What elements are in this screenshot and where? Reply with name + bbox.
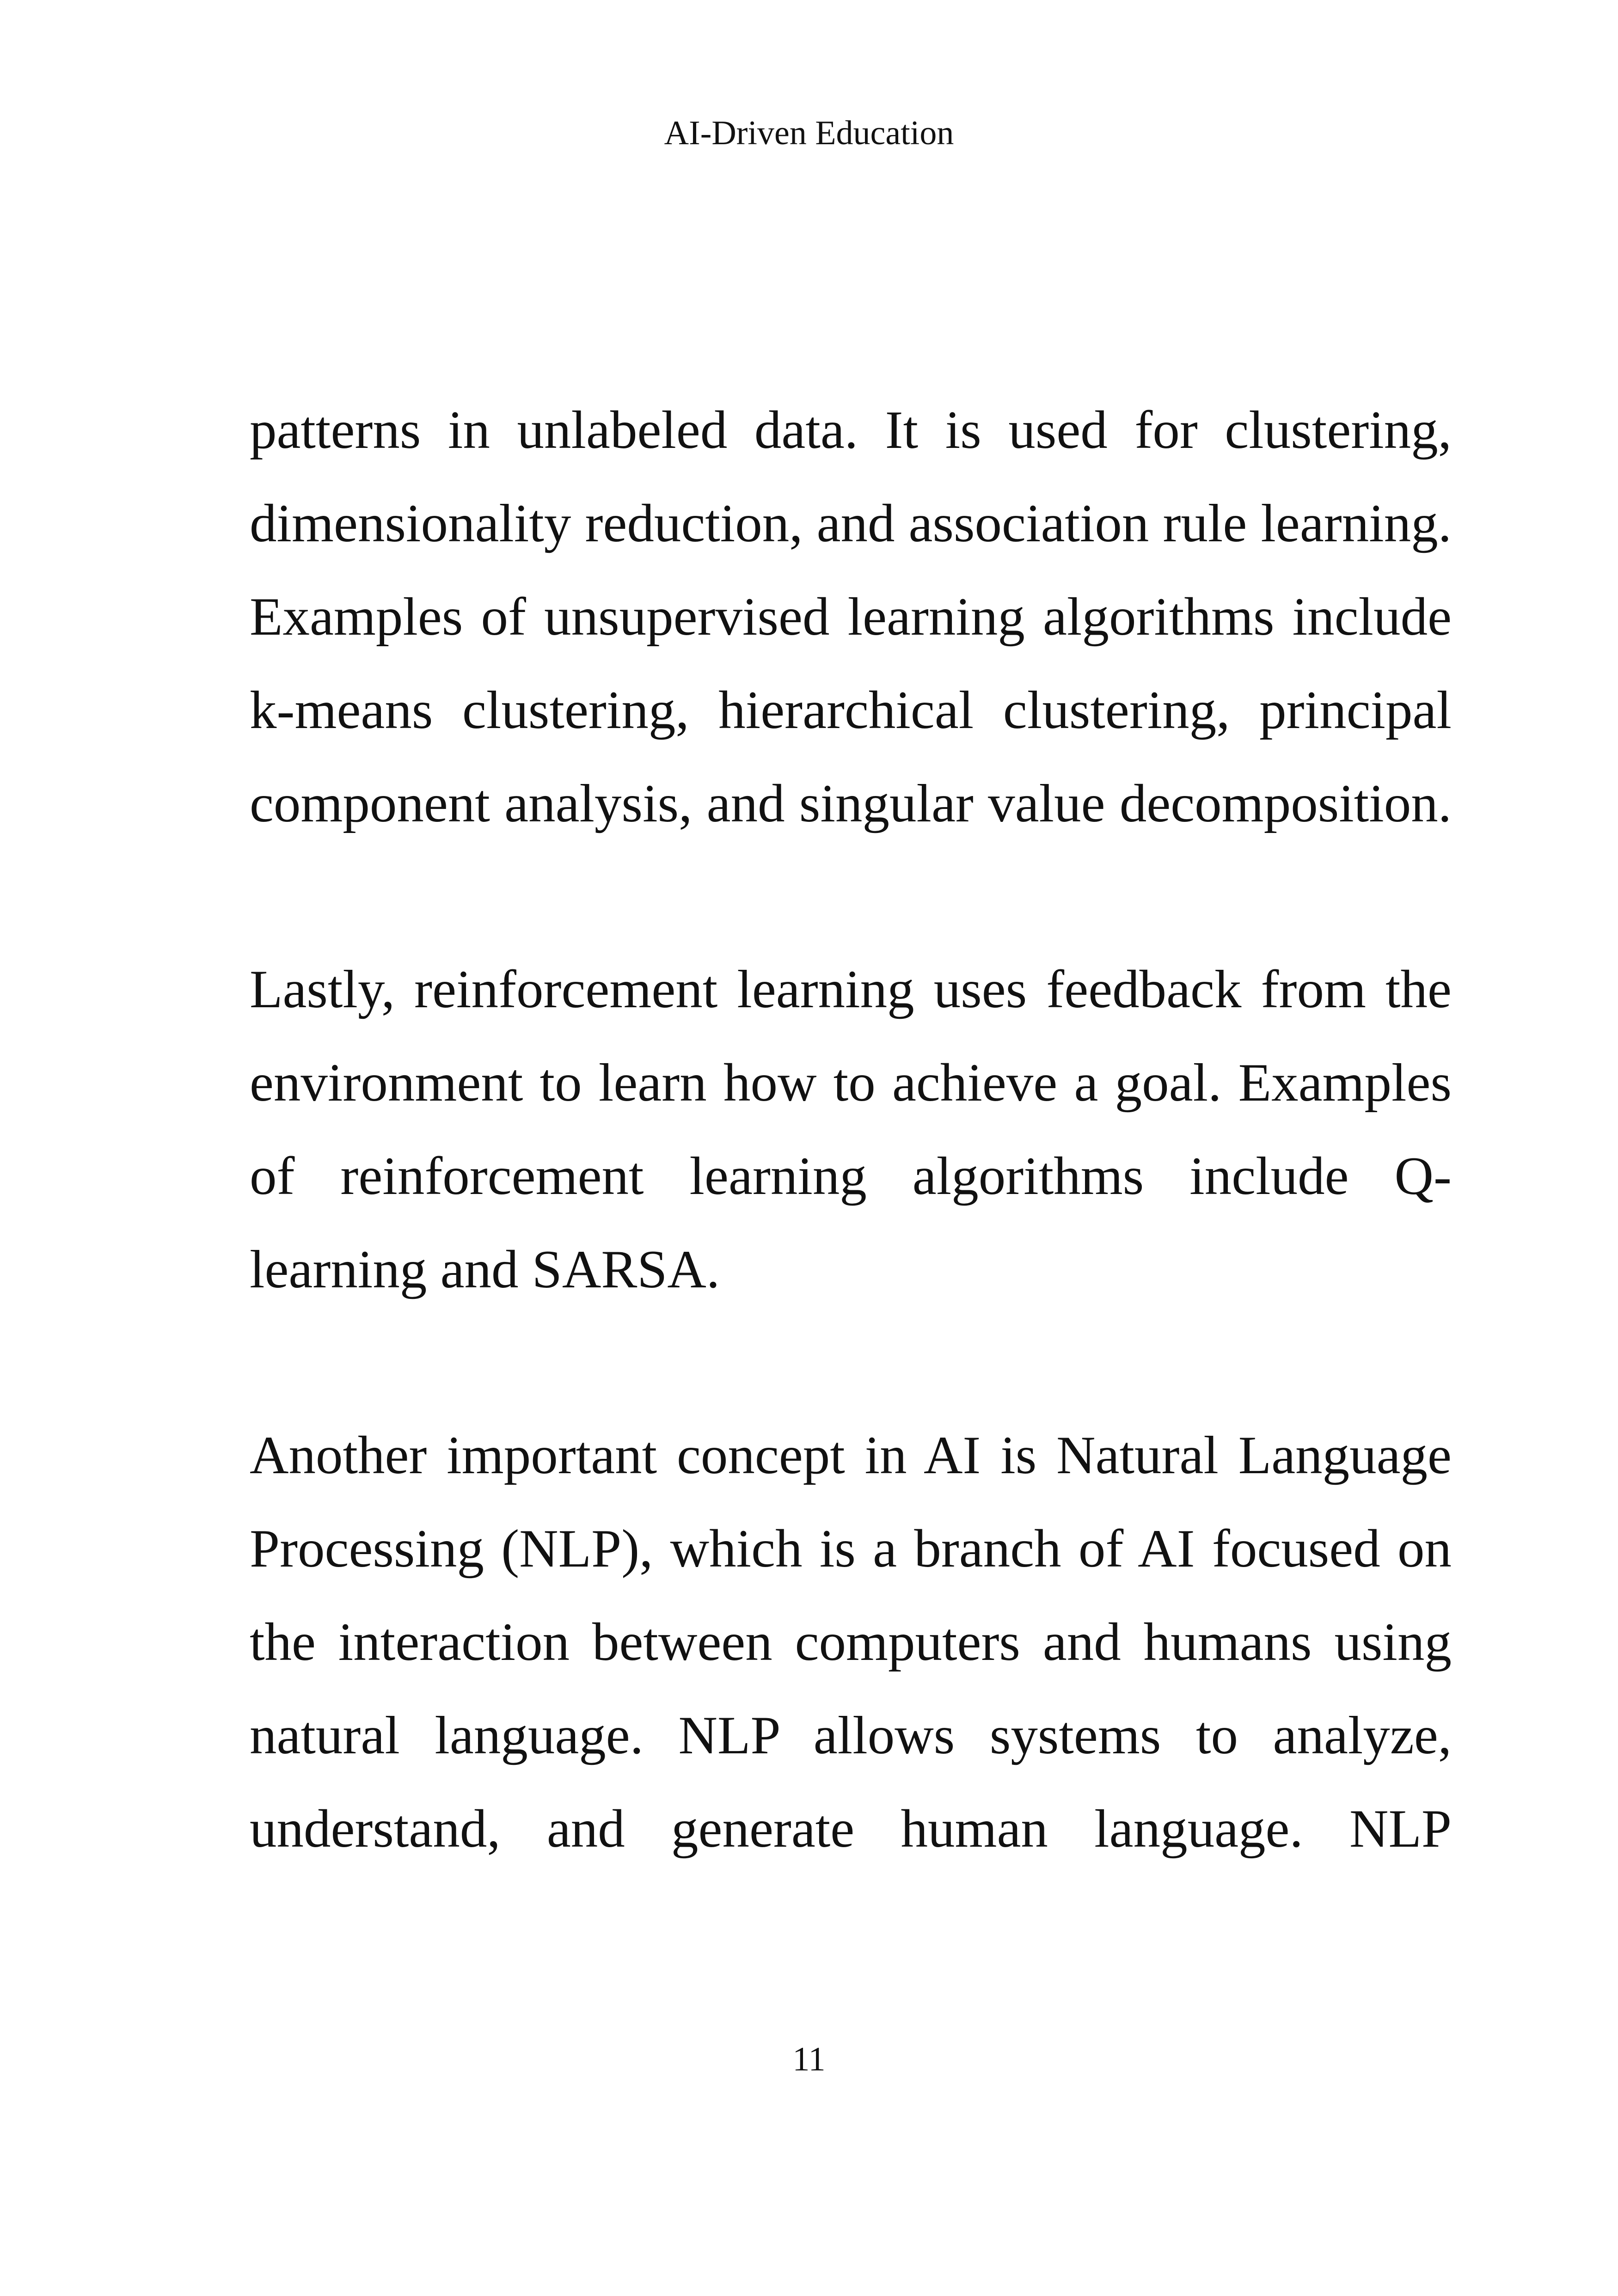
page-number: 11 — [792, 2040, 826, 2078]
text-line: the interaction between computers and humans using — [250, 1612, 1452, 1672]
text-line: dimensionality reduction, and association rule learning. — [250, 494, 1452, 553]
text-line: Examples of unsupervised learning algorithms include — [250, 587, 1452, 647]
paragraph-unsupervised-learning — [250, 384, 1452, 851]
text-line: natural language. NLP allows systems to analyze, — [250, 1706, 1452, 1765]
text-line: patterns in unlabeled data. It is used for clustering, — [250, 400, 1452, 460]
text-line: understand, and generate human language. NLP — [250, 1799, 1452, 1859]
body-text — [250, 384, 1452, 1876]
paragraph-nlp — [250, 1409, 1452, 1876]
text-line: learning and SARSA. — [250, 1240, 720, 1299]
text-line: Another important concept in AI is Natural Language — [250, 1426, 1452, 1485]
paragraph-spacer — [250, 1316, 1452, 1409]
text-line: Lastly, reinforcement learning uses feedback from the — [250, 960, 1452, 1019]
running-header: AI-Driven Education — [664, 114, 954, 152]
text-line: Processing (NLP), which is a branch of AI focused on — [250, 1519, 1452, 1579]
text-line: environment to learn how to achieve a goal. Examples — [250, 1053, 1452, 1113]
text-line: component analysis, and singular value decomposition. — [250, 774, 1452, 833]
paragraph-spacer — [250, 851, 1452, 943]
text-line: of reinforcement learning algorithms include Q- — [250, 1146, 1452, 1206]
paragraph-reinforcement-learning — [250, 943, 1452, 1316]
text-line: k-means clustering, hierarchical clustering, principal — [250, 680, 1452, 740]
